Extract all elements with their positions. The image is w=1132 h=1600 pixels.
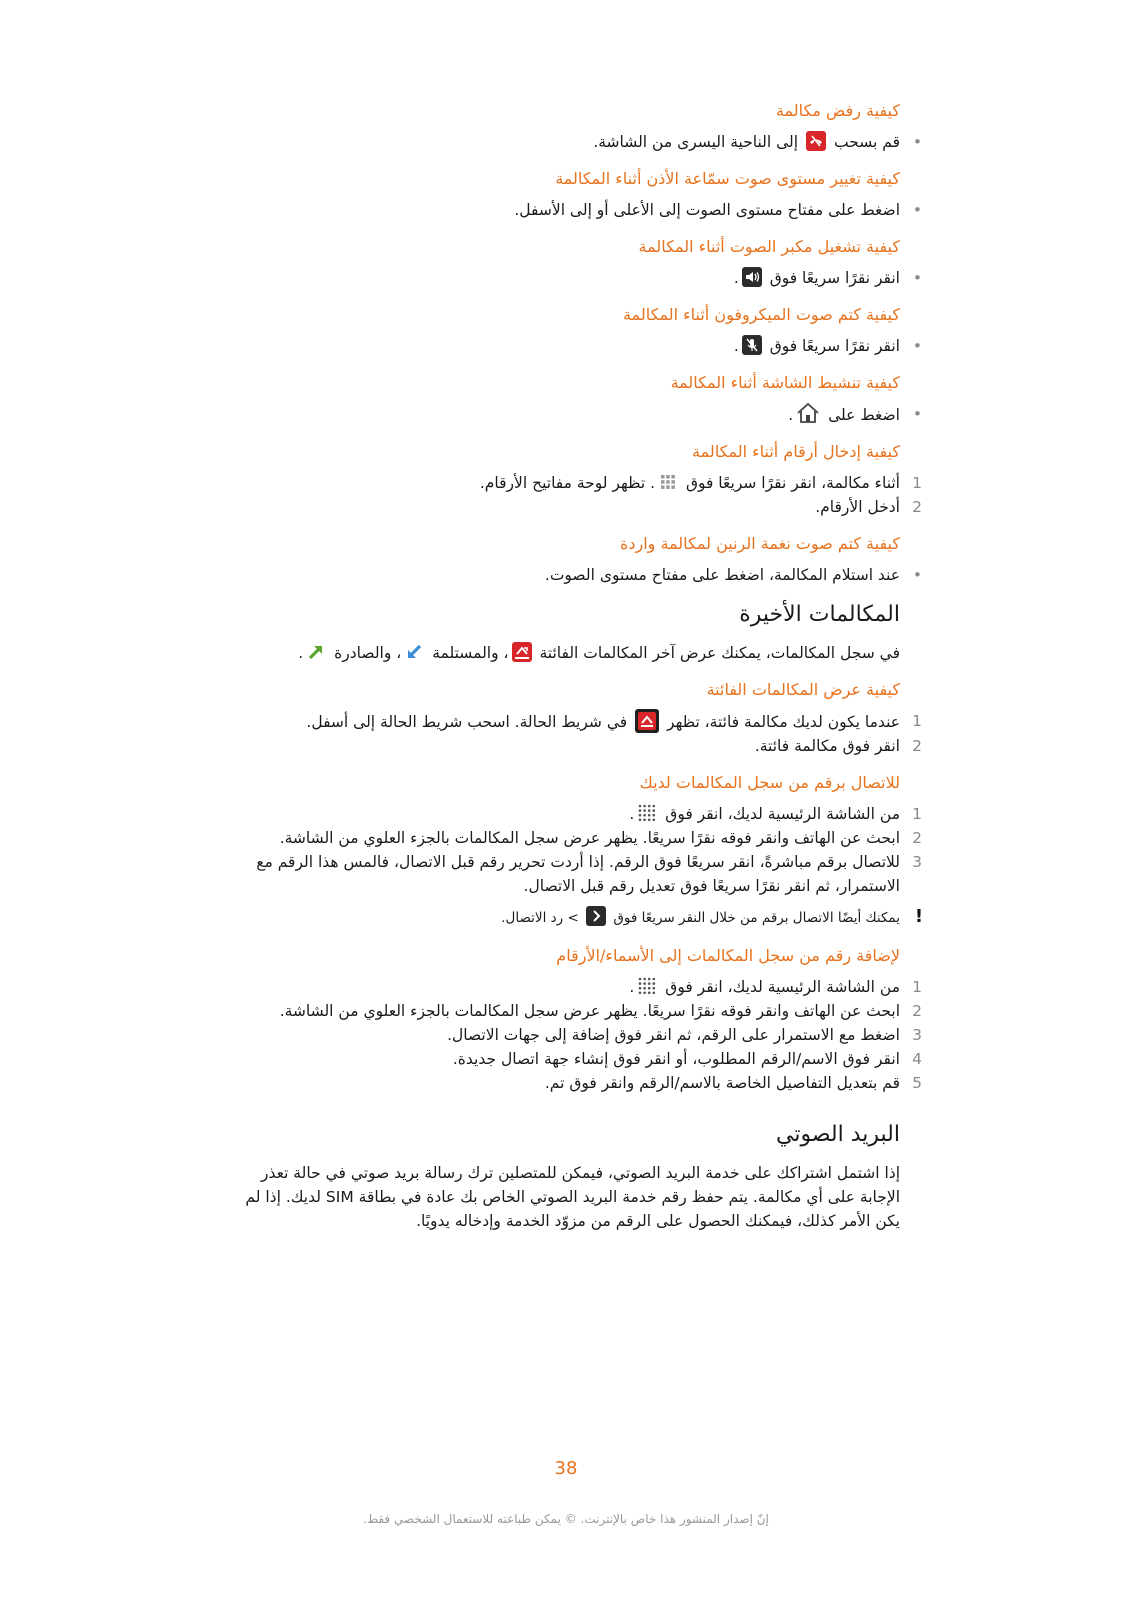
- numbered-list: [217, 471, 922, 519]
- list-item: 2 ابحث عن الهاتف وانقر فوقه نقرًا سريعًا. يظهر عرض سجل المكالمات بالجزء العلوي من الشاشة.: [279, 1002, 922, 1020]
- mic-mute-icon: [742, 335, 762, 355]
- section-title-mute-ringtone: كيفية كتم صوت نغمة الرنين لمكالمة واردة: [619, 534, 900, 553]
- section-title-reject-call: كيفية رفض مكالمة: [775, 101, 900, 120]
- section-title-call-from-log: للاتصال برقم من سجل المكالمات لديك: [639, 773, 900, 792]
- section-title-mute-mic: كيفية كتم صوت الميكروفون أثناء المكالمة: [623, 305, 900, 324]
- received-call-icon: [404, 642, 424, 662]
- voicemail-paragraph: إذا اشتمل اشتراكك على خدمة البريد الصوتي، فيمكن للمتصلين ترك رسالة بريد صوتي في حالة تعذر الإجابة على أي مكالمة. يتم حفظ رقم خدمة البريد الصوتي الخاص بك عادة في بطاقة SIM لديك. إذا لم يكن الأمر كذلك، فيمكنك الحصول على الرقم من مزوّد الخدمة وإدخاله يدويًا.: [245, 1164, 900, 1230]
- list-item: 1 من الشاشة الرئيسية لديك، انقر فوق .: [629, 805, 922, 823]
- list-item: • عند استلام المكالمة، اضغط على مفتاح مستوى الصوت.: [217, 563, 900, 587]
- recent-calls-intro: في سجل المكالمات، يمكنك عرض آخر المكالمات الفائتة ، والمستلمة ، والصادرة .: [298, 644, 900, 662]
- section-title-activate-screen: كيفية تنشيط الشاشة أثناء المكالمة: [670, 373, 900, 392]
- bullet-list: [217, 563, 900, 587]
- footer-note: إنّ إصدار المنشور هذا خاص بالإنترنت. © يمكن طباعته للاستعمال الشخصي فقط.: [363, 1512, 769, 1526]
- list-item: 2 أدخل الأرقام.: [815, 498, 922, 516]
- missed-call-icon: [512, 642, 532, 662]
- reject-call-icon: [806, 131, 826, 151]
- section-title-earpiece-volume: كيفية تغيير مستوى صوت سمّاعة الأذن أثناء المكالمة: [555, 169, 900, 188]
- list-item: 1 من الشاشة الرئيسية لديك، انقر فوق .: [629, 978, 922, 996]
- exclamation-icon: !: [914, 906, 924, 927]
- bullet-list: [217, 266, 900, 290]
- list-item: • انقر نقرًا سريعًا فوق .: [217, 334, 900, 358]
- list-item: 4 انقر فوق الاسم/الرقم المطلوب، أو انقر فوق إنشاء جهة اتصال جديدة.: [452, 1050, 922, 1068]
- section-title-enter-digits: كيفية إدخال أرقام أثناء المكالمة: [692, 442, 900, 461]
- bullet-list: [217, 334, 900, 358]
- list-item: 3 للاتصال برقم مباشرةً، انقر سريعًا فوق الرقم. إذا أردت تحرير رقم قبل الاتصال، فالمس هذا الرقم مع الاستمرار، ثم انقر نقرًا سريعًا فوق تعديل رقم قبل الاتصال.: [256, 853, 922, 895]
- apps-grid-icon: [637, 803, 657, 823]
- bullet-list: [217, 198, 900, 222]
- numbered-list: [217, 975, 922, 1095]
- list-item: • انقر نقرًا سريعًا فوق .: [217, 266, 900, 290]
- list-item: 3 اضغط مع الاستمرار على الرقم، ثم انقر فوق إضافة إلى جهات الاتصال.: [447, 1026, 922, 1044]
- list-item: • اضغط على .: [217, 402, 900, 427]
- heading-recent-calls: المكالمات الأخيرة: [739, 602, 900, 627]
- list-item: • اضغط على مفتاح مستوى الصوت إلى الأعلى أو إلى الأسفل.: [217, 198, 900, 222]
- numbered-list: [217, 802, 922, 898]
- page-number: 38: [554, 1458, 578, 1479]
- list-item: 2 ابحث عن الهاتف وانقر فوقه نقرًا سريعًا. يظهر عرض سجل المكالمات بالجزء العلوي من الشاشة.: [279, 829, 922, 847]
- missed-call-status-icon: [635, 709, 659, 733]
- heading-voicemail: البريد الصوتي: [776, 1122, 900, 1147]
- apps-grid-icon: [637, 976, 657, 996]
- section-title-missed-calls: كيفية عرض المكالمات الفائتة: [706, 680, 900, 699]
- dialpad-icon: [658, 472, 678, 492]
- section-title-add-from-log: لإضافة رقم من سجل المكالمات إلى الأسماء/الأرقام: [556, 946, 900, 965]
- list-item: 2 انقر فوق مكالمة فائتة.: [754, 737, 922, 755]
- list-item: 1 عندما يكون لديك مكالمة فائتة، تظهر في شريط الحالة. اسحب شريط الحالة إلى أسفل.: [217, 709, 900, 734]
- list-item: 1 أثناء مكالمة، انقر نقرًا سريعًا فوق . تظهر لوحة مفاتيح الأرقام.: [479, 474, 922, 492]
- numbered-list: [217, 709, 922, 758]
- home-icon: [796, 402, 820, 424]
- list-item: • قم بسحب إلى الناحية اليسرى من الشاشة.: [217, 130, 900, 154]
- bullet-list: [217, 402, 900, 427]
- bullet-list: [217, 130, 900, 154]
- chevron-right-icon: [586, 906, 606, 926]
- section-title-speaker: كيفية تشغيل مكبر الصوت أثناء المكالمة: [638, 237, 900, 256]
- note: ! يمكنك أيضًا الاتصال برقم من خلال النقر سريعًا فوق > رد الاتصال.: [217, 906, 900, 929]
- speaker-icon: [742, 267, 762, 287]
- page-content: [217, 100, 924, 1247]
- outgoing-call-icon: [306, 642, 326, 662]
- list-item: 5 قم بتعديل التفاصيل الخاصة بالاسم/الرقم وانقر فوق تم.: [544, 1074, 922, 1092]
